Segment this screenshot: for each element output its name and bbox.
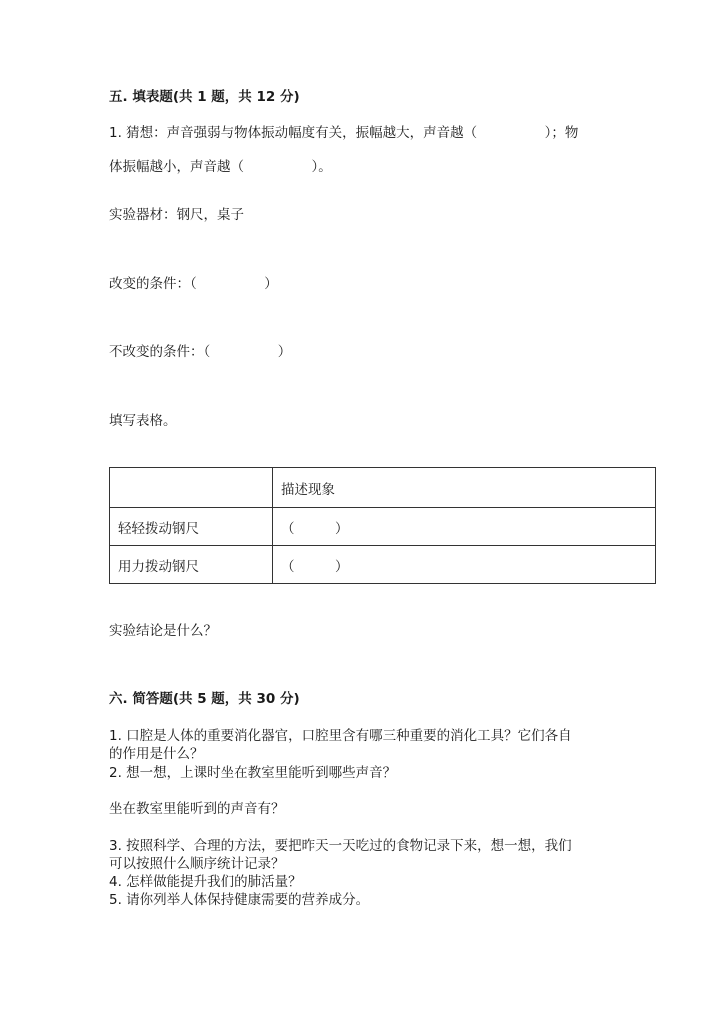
q1-line-1: 1. 猜想：声音强弱与物体振动幅度有关，振幅越大，声音越（ ）；物: [109, 125, 579, 141]
table-cell: 用力拨动钢尺: [110, 546, 273, 584]
section-6-title: 六. 简答题(共 5 题，共 30 分): [109, 691, 300, 707]
s6-q3-line-1: 3. 按照科学、合理的方法，要把昨天一天吃过的食物记录下来，想一想，我们: [109, 838, 572, 854]
table-row: [110, 508, 656, 546]
q1-line-2: 体振幅越小，声音越（ ）。: [109, 159, 332, 175]
section-5-title: 五. 填表题(共 1 题，共 12 分): [109, 89, 300, 105]
s6-q5: 5. 请你列举人体保持健康需要的营养成分。: [109, 892, 370, 908]
s6-q1-line-2: 的作用是什么？: [109, 746, 204, 762]
conclusion-question: 实验结论是什么？: [109, 623, 217, 639]
table-cell-blank[interactable]: （ ）: [273, 546, 656, 584]
fill-table-instruction: 填写表格。: [109, 413, 177, 429]
s6-q3-line-2: 可以按照什么顺序统计记录？: [109, 856, 285, 872]
table-header-cell: 描述现象: [273, 468, 656, 508]
s6-q4: 4. 怎样做能提升我们的肺活量？: [109, 874, 302, 890]
table-cell-blank[interactable]: （ ）: [273, 508, 656, 546]
observation-table: [109, 467, 656, 584]
table-cell: 轻轻拨动钢尺: [110, 508, 273, 546]
s6-q2: 2. 想一想，上课时坐在教室里能听到哪些声音？: [109, 765, 397, 781]
table-header-cell: [110, 468, 273, 508]
table-header-row: [110, 468, 656, 508]
materials-text: 实验器材：钢尺，桌子: [109, 207, 244, 223]
s6-q2-prompt: 坐在教室里能听到的声音有？: [109, 801, 285, 817]
table-row: [110, 546, 656, 584]
unchanged-condition: 不改变的条件：（ ）: [109, 344, 292, 360]
s6-q1-line-1: 1. 口腔是人体的重要消化器官，口腔里含有哪三种重要的消化工具？它们各自: [109, 728, 572, 744]
changed-condition: 改变的条件：（ ）: [109, 276, 278, 292]
